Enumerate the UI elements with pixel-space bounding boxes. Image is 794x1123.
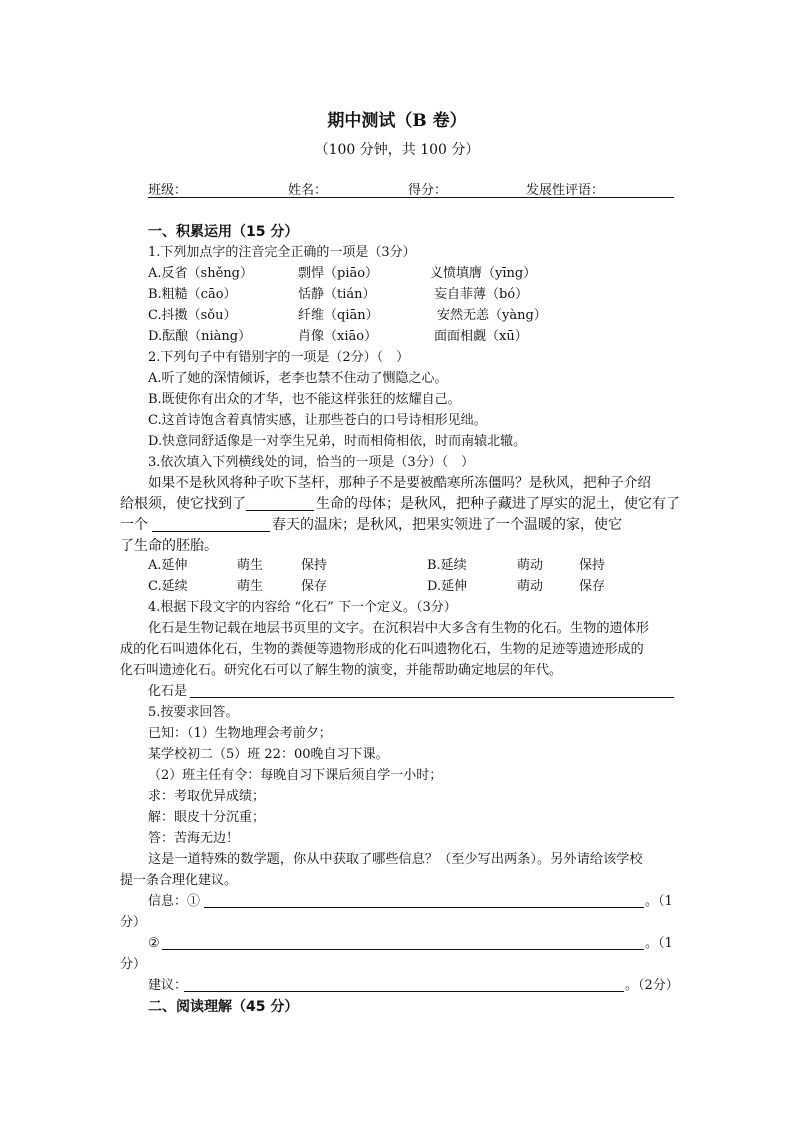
q1-option-b2: 恬静（tián） <box>298 287 376 302</box>
q4-stem: 4.根据下段文字的内容给 “化石” 下一个定义。（3分） <box>148 600 457 615</box>
q5-info1-wrap: 分） <box>120 915 147 930</box>
q5-answer: 答：苦海无边！ <box>148 831 240 846</box>
q1-option-a3: 义愤填膺（yīng） <box>430 266 537 281</box>
q3-option-a-1: A.延伸 <box>148 558 188 573</box>
q1-option-b1: B.粗糙（cāo） <box>148 287 237 302</box>
header-underline <box>148 197 674 198</box>
q4-passage-line1: 化石是生物记载在地层书页里的文字。在沉积岩中大多含有生物的化石。生物的遗体形 <box>148 621 650 636</box>
q5-info1-tail: 。（1 <box>645 894 673 909</box>
q5-info2-tail: 。（1 <box>645 936 673 951</box>
q2-option-c: C.这首诗饱含着真情实感，让那些苍白的口号诗相形见绌。 <box>148 413 487 428</box>
q3-blank-1 <box>246 510 314 511</box>
q4-passage-line2: 成的化石叫遗体化石，生物的粪便等遗物形成的化石叫遗物化石，生物的足迹等遗迹形成的 <box>120 642 644 657</box>
q1-option-d3: 面面相觑（xū） <box>434 329 528 344</box>
q3-option-b-3: 保持 <box>579 558 606 573</box>
class-field-label: 班级： <box>148 183 188 198</box>
q3-passage-line3a: 一个 <box>120 517 148 533</box>
q1-stem: 1.下列加点字的注音完全正确的一项是（3分） <box>148 245 416 260</box>
section1-heading: 一、积累运用（15 分） <box>148 224 299 240</box>
q5-stem: 5.按要求回答。 <box>148 705 239 720</box>
q1-option-a1: A.反省（shěng） <box>148 266 253 281</box>
q5-task-line1: 这是一道特殊的数学题，你从中获取了哪些信息？（至少写出两条）。另外请给该学校 <box>148 852 643 867</box>
q5-info2-label: ② <box>148 936 160 951</box>
q2-option-d: D.快意同舒适像是一对孪生兄弟，时而相倚相依，时而南辕北辙。 <box>148 434 527 449</box>
q3-blank-2 <box>152 531 270 532</box>
q1-option-c3: 安然无恙（yàng） <box>437 308 547 323</box>
q3-stem: 3.依次填入下列横线处的词，恰当的一项是（3分）（ ） <box>148 455 475 470</box>
q3-option-c-3: 保存 <box>301 579 328 594</box>
q1-option-c1: C.抖擞（sǒu） <box>148 308 237 323</box>
q3-option-a-3: 保持 <box>301 558 328 573</box>
q5-info1-line[interactable] <box>204 907 644 908</box>
q5-known-3: （2）班主任有令：每晚自习下课后须自学一小时； <box>148 768 443 783</box>
page-title: 期中测试（B 卷） <box>327 111 467 131</box>
q4-passage-line3: 化石叫遗迹化石。研究化石可以了解生物的演变，并能帮助确定地层的年代。 <box>120 663 563 678</box>
q5-seek: 求：考取优异成绩； <box>148 789 266 804</box>
q2-stem: 2.下列句子中有错别字的一项是（2分）（ ） <box>148 350 410 365</box>
q1-option-d2: 肖像（xiāo） <box>298 329 378 344</box>
q3-option-d-1: D.延伸 <box>427 579 468 594</box>
q5-info2-wrap: 分） <box>120 957 147 972</box>
q5-suggest-line[interactable] <box>184 991 624 992</box>
q5-suggest-tail: 。（2分） <box>625 978 679 993</box>
q3-option-a-2: 萌生 <box>237 558 264 573</box>
q3-option-b-2: 萌动 <box>517 558 544 573</box>
q3-option-d-2: 萌动 <box>517 579 544 594</box>
q5-suggest-label: 建议： <box>148 978 188 993</box>
q1-option-b3: 妄自菲薄（bó） <box>434 287 529 302</box>
q1-option-c2: 纤维（qiān） <box>298 308 379 323</box>
q5-known-1: 已知：（1）生物地理会考前夕； <box>148 726 332 741</box>
q3-passage-line3b: 春天的温床；是秋风，把果实领进了一个温暖的家，使它 <box>272 517 622 533</box>
q3-passage-line1: 如果不是秋风将种子吹下茎杆，那种子不是要被酷寒所冻僵吗？是秋风，把种子介绍 <box>148 475 651 491</box>
q1-option-d1: D.酝酿（niàng） <box>148 329 252 344</box>
page-subtitle: （100 分钟，共 100 分） <box>314 142 480 158</box>
q5-known-2: 某学校初二（5）班 22：00晚自习下课。 <box>148 747 389 762</box>
q5-task-line2: 提一条合理化建议。 <box>120 873 238 888</box>
q5-info2-line[interactable] <box>162 949 644 950</box>
q5-solve: 解：眼皮十分沉重； <box>148 810 266 825</box>
q3-option-b-1: B.延续 <box>427 558 467 573</box>
q3-option-d-3: 保存 <box>579 579 606 594</box>
q3-option-c-1: C.延续 <box>148 579 188 594</box>
q2-option-b: B.既使你有出众的才华，也不能这样张狂的炫耀自己。 <box>148 392 461 407</box>
q4-answer-line[interactable] <box>190 697 674 698</box>
q3-passage-line2a: 给根须，使它找到了 <box>120 496 246 512</box>
q1-option-a2: 剽悍（piāo） <box>298 266 379 281</box>
section2-heading: 二、阅读理解（45 分） <box>148 999 299 1015</box>
q5-info1-label: 信息：① <box>148 894 201 909</box>
q2-option-a: A.听了她的深情倾诉，老李也禁不住动了恻隐之心。 <box>148 371 448 386</box>
q4-answer-label: 化石是 <box>148 684 188 699</box>
q3-option-c-2: 萌生 <box>237 579 264 594</box>
score-field-label: 得分： <box>408 183 448 198</box>
q3-passage-line4: 了生命的胚胎。 <box>120 538 218 554</box>
q3-passage-line2b: 生命的母体；是秋风，把种子藏进了厚实的泥土，使它有了 <box>316 496 680 512</box>
comment-field-label: 发展性评语： <box>526 183 605 198</box>
name-field-label: 姓名： <box>288 183 328 198</box>
